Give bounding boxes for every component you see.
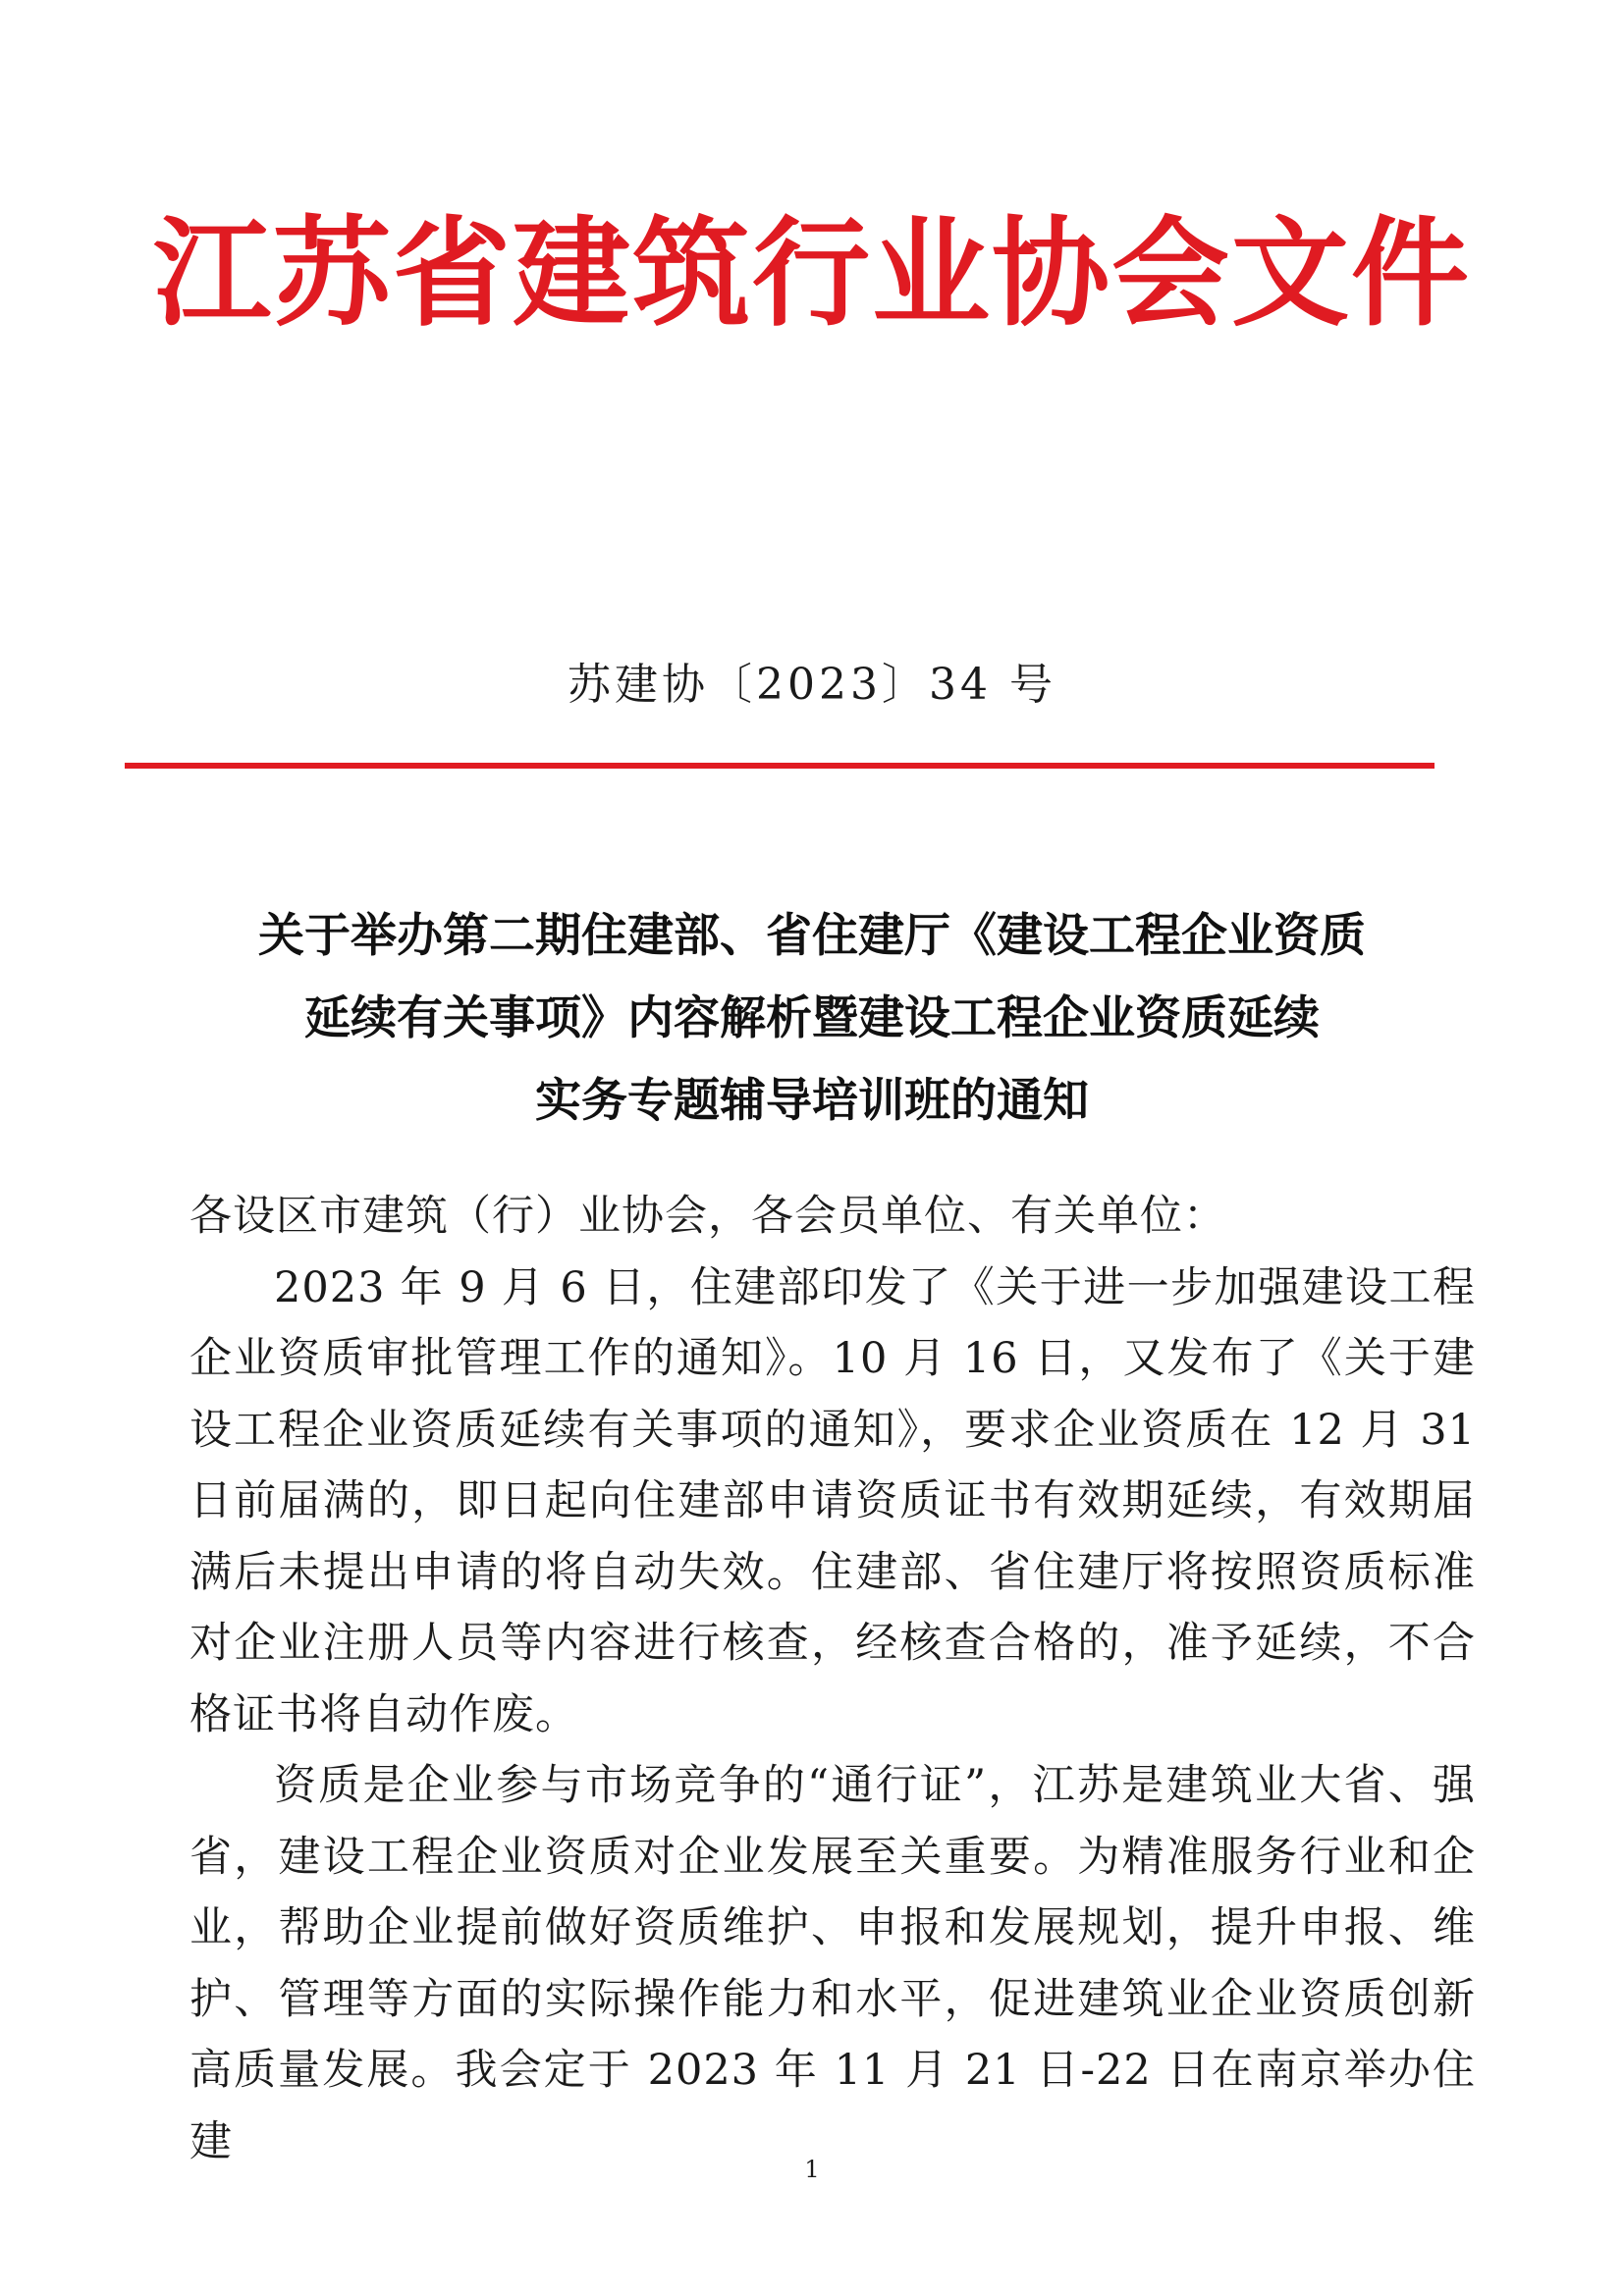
notice-body xyxy=(189,1181,1476,2177)
body-paragraph-1: 2023 年 9 月 6 日，住建部印发了《关于进一步加强建设工程企业资质审批管理工作的通知》。10 月 16 日，又发布了《关于建设工程企业资质延续有关事项的通知》，要求企业资质在 12 月 31 日前届满的，即日起向住建部申请资质证书有效期延续，有效期届满后未提出申请的将自动失效。住建部、省住建厅将按照资质标准对企业注册人员等内容进行核查，经核查合格的，准予延续，不合格证书将自动作废。 xyxy=(189,1262,1476,1739)
notice-title-line-2: 延续有关事项》内容解析暨建设工程企业资质延续 xyxy=(304,991,1320,1045)
document-header-title: 江苏省建筑行业协会文件 xyxy=(153,206,1471,343)
notice-title xyxy=(147,895,1477,1143)
notice-title-line-3: 实务专题辅导培训班的通知 xyxy=(535,1074,1089,1128)
document-number: 苏建协〔2023〕34 号 xyxy=(568,660,1056,710)
page-number: 1 xyxy=(804,2156,820,2183)
red-divider-line xyxy=(125,763,1435,769)
body-paragraph-2: 资质是企业参与市场竞争的“通行证”，江苏是建筑业大省、强省，建设工程企业资质对企业发展至关重要。为精准服务行业和企业，帮助企业提前做好资质维护、申报和发展规划，提升申报、维护、管理等方面的实际操作能力和水平，促进建筑业企业资质创新高质量发展。我会定于 2023 年 11 月 21 日-22 日在南京举办住建 xyxy=(189,1761,1476,2166)
notice-title-line-1: 关于举办第二期住建部、省住建厅《建设工程企业资质 xyxy=(258,909,1366,963)
salutation: 各设区市建筑（行）业协会，各会员单位、有关单位： xyxy=(189,1192,1226,1241)
